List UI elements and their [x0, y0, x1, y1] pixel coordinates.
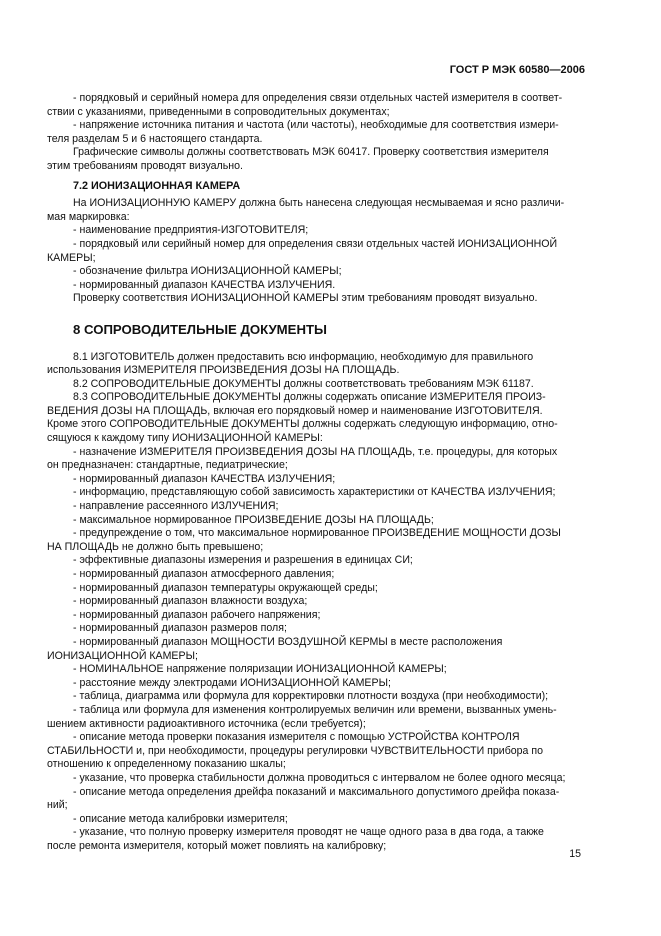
- list-item: - указание, что проверка стабильности должна проводиться с интервалом не более одного месяца;: [73, 771, 566, 784]
- list-item-continuation: он предназначен: стандартные, педиатрические;: [47, 459, 288, 472]
- paragraph-continuation: Кроме этого СОПРОВОДИТЕЛЬНЫЕ ДОКУМЕНТЫ должны содержать следующую информацию, отно-: [47, 418, 558, 431]
- list-item: - нормированный диапазон влажности воздуха;: [73, 595, 308, 608]
- list-item-continuation: после ремонта измерителя, который может повлиять на калибровку;: [47, 839, 387, 852]
- list-item: - описание метода проверки показания измерителя с помощью УСТРОЙСТВА КОНТРОЛЯ: [73, 731, 520, 744]
- list-item: - нормированный диапазон КАЧЕСТВА ИЗЛУЧЕНИЯ.: [73, 278, 336, 291]
- paragraph-continuation: сящуюся к каждому типу ИОНИЗАЦИОННОЙ КАМЕРЫ:: [47, 432, 323, 445]
- list-item-continuation: ний;: [47, 799, 68, 812]
- list-item: - нормированный диапазон температуры окружающей среды;: [73, 581, 378, 594]
- section-heading-7-2: 7.2 ИОНИЗАЦИОННАЯ КАМЕРА: [73, 179, 241, 192]
- list-item: - информацию, представляющую собой зависимость характеристики от КАЧЕСТВА ИЗЛУЧЕНИЯ;: [73, 486, 556, 499]
- paragraph-continuation: этим требованиям проводят визуально.: [47, 159, 243, 172]
- list-item: - нормированный диапазон МОЩНОСТИ ВОЗДУШНОЙ КЕРМЫ в месте расположения: [73, 635, 503, 648]
- list-item: - нормированный диапазон рабочего напряжения;: [73, 608, 321, 621]
- paragraph: На ИОНИЗАЦИОННУЮ КАМЕРУ должна быть нанесена следующая несмываемая и ясно различи-: [73, 197, 565, 210]
- list-item: - нормированный диапазон атмосферного давления;: [73, 568, 335, 580]
- list-item: - порядковый и серийный номера для определения связи отдельных частей измерителя в соответ-: [73, 92, 563, 104]
- list-item: - нормированный диапазон размеров поля;: [73, 622, 287, 635]
- list-item: - порядковый или серийный номер для определения связи отдельных частей ИОНИЗАЦИОННОЙ: [73, 237, 558, 250]
- list-item: - направление рассеянного ИЗЛУЧЕНИЯ;: [73, 500, 279, 513]
- list-item: - нормированный диапазон КАЧЕСТВА ИЗЛУЧЕНИЯ;: [73, 472, 336, 485]
- section-heading-8: 8 СОПРОВОДИТЕЛЬНЫЕ ДОКУМЕНТЫ: [73, 321, 327, 337]
- list-item-continuation: СТАБИЛЬНОСТИ и, при необходимости, процедуры регулировки ЧУВСТВИТЕЛЬНОСТИ прибора по: [47, 744, 544, 757]
- list-item: - предупреждение о том, что максимальное нормированное ПРОИЗВЕДЕНИЕ МОЩНОСТИ ДОЗЫ: [73, 527, 561, 540]
- list-item-continuation: шением активности радиоактивного источника (если требуется);: [47, 717, 366, 730]
- standard-header: ГОСТ Р МЭК 60580—2006: [449, 64, 585, 76]
- list-item: - расстояние между электродами ИОНИЗАЦИОННОЙ КАМЕРЫ;: [73, 676, 391, 689]
- page-content: [47, 92, 579, 853]
- list-item-continuation: КАМЕРЫ;: [47, 251, 96, 264]
- list-item: - максимальное нормированное ПРОИЗВЕДЕНИЕ ДОЗЫ НА ПЛОЩАДЬ;: [73, 513, 434, 526]
- paragraph-continuation: использования ИЗМЕРИТЕЛЯ ПРОИЗВЕДЕНИЯ ДОЗЫ НА ПЛОЩАДЬ.: [47, 364, 400, 377]
- list-item: - указание, что полную проверку измерителя проводят не чаще одного раза в два года, а также: [73, 826, 544, 839]
- list-item-continuation: отношению к определенному показанию шкалы;: [47, 758, 286, 771]
- list-item-continuation: НА ПЛОЩАДЬ не должно быть превышено;: [47, 540, 264, 553]
- list-item: - напряжение источника питания и частота (или частоты), необходимые для соответствия измери-: [73, 119, 559, 132]
- list-item: - описание метода калибровки измерителя;: [73, 812, 288, 825]
- paragraph-8-3: 8.3 СОПРОВОДИТЕЛЬНЫЕ ДОКУМЕНТЫ должны содержать описание ИЗМЕРИТЕЛЯ ПРОИЗ-: [73, 391, 546, 404]
- paragraph-continuation: мая маркировка:: [47, 210, 130, 223]
- list-item-continuation: ствии с указаниями, приведенными в сопроводительных документах;: [47, 105, 390, 118]
- list-item: - НОМИНАЛЬНОЕ напряжение поляризации ИОНИЗАЦИОННОЙ КАМЕРЫ;: [73, 663, 447, 676]
- list-item: - обозначение фильтра ИОНИЗАЦИОННОЙ КАМЕРЫ;: [73, 265, 342, 278]
- paragraph-8-2: 8.2 СОПРОВОДИТЕЛЬНЫЕ ДОКУМЕНТЫ должны соответствовать требованиям МЭК 61187.: [73, 377, 534, 390]
- list-item: - описание метода определения дрейфа показаний и максимального допустимого дрейфа показа-: [73, 785, 560, 798]
- list-item: - таблица, диаграмма или формула для корректировки плотности воздуха (при необходимости);: [73, 690, 549, 703]
- list-item-continuation: теля разделам 5 и 6 настоящего стандарта.: [47, 132, 263, 145]
- paragraph: Проверку соответствия ИОНИЗАЦИОННОЙ КАМЕРЫ этим требованиям проводят визуально.: [73, 292, 538, 305]
- list-item: - назначение ИЗМЕРИТЕЛЯ ПРОИЗВЕДЕНИЯ ДОЗЫ НА ПЛОЩАДЬ, т.е. процедуры, для которых: [73, 445, 558, 458]
- list-item: - наименование предприятия-ИЗГОТОВИТЕЛЯ;: [73, 224, 309, 237]
- paragraph: Графические символы должны соответствовать МЭК 60417. Проверку соответствия измерителя: [73, 146, 549, 159]
- paragraph-continuation: ВЕДЕНИЯ ДОЗЫ НА ПЛОЩАДЬ, включая его порядковый номер и наименование ИЗГОТОВИТЕЛЯ.: [47, 404, 543, 417]
- list-item: - эффективные диапазоны измерения и разрешения в единицах СИ;: [73, 554, 413, 567]
- list-item-continuation: ИОНИЗАЦИОННОЙ КАМЕРЫ;: [47, 649, 198, 662]
- page-number: 15: [569, 848, 581, 860]
- list-item: - таблица или формула для изменения контролируемых величин или времени, вызванных умень-: [73, 703, 557, 716]
- paragraph-8-1: 8.1 ИЗГОТОВИТЕЛЬ должен предоставить всю информацию, необходимую для правильного: [73, 350, 534, 363]
